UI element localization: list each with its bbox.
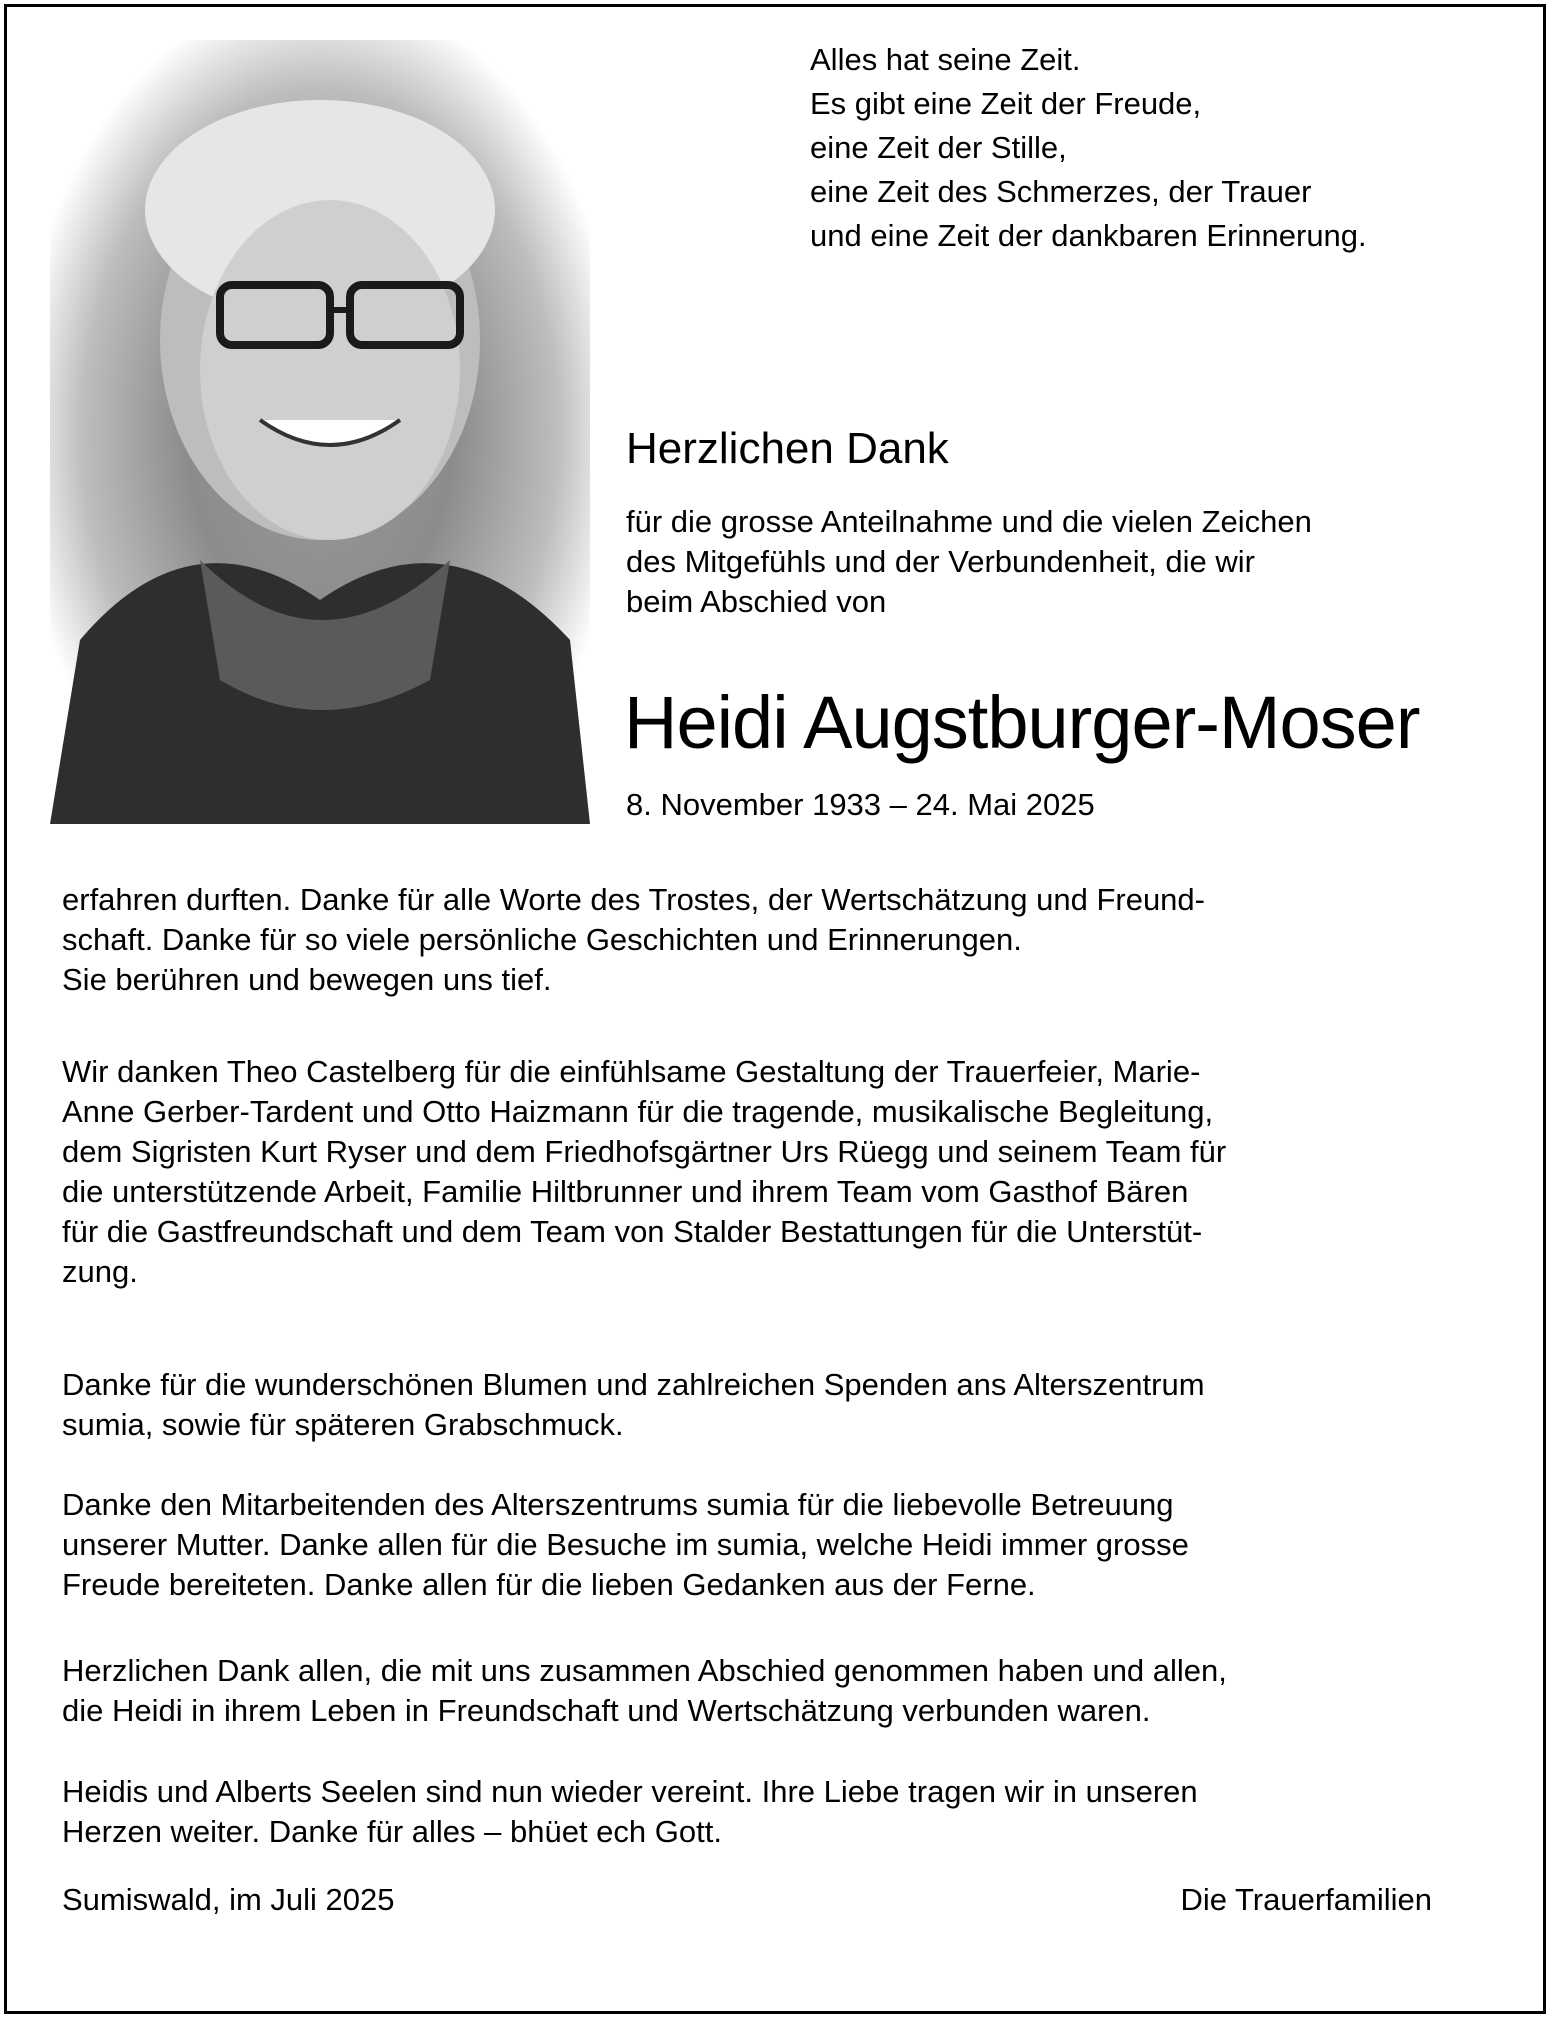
life-dates: 8. November 1933 – 24. Mai 2025 bbox=[626, 787, 1095, 822]
paragraph bbox=[62, 880, 1205, 1000]
paragraph-line: für die Gastfreundschaft und dem Team von Stalder Bestattungen für die Unterstüt- bbox=[62, 1214, 1203, 1249]
paragraph-line: Freude bereiteten. Danke allen für die lieben Gedanken aus der Ferne. bbox=[62, 1567, 1036, 1602]
paragraph-line: die Heidi in ihrem Leben in Freundschaft und Wertschätzung verbunden waren. bbox=[62, 1693, 1151, 1728]
paragraph-line: Heidis und Alberts Seelen sind nun wieder vereint. Ihre Liebe tragen wir in unseren bbox=[62, 1774, 1198, 1809]
paragraph-line: erfahren durften. Danke für alle Worte des Trostes, der Wertschätzung und Freund- bbox=[62, 882, 1205, 917]
intro-line: des Mitgefühls und der Verbundenheit, die wir bbox=[626, 544, 1256, 579]
paragraph-line: zung. bbox=[62, 1254, 138, 1289]
paragraph-line: sumia, sowie für späteren Grabschmuck. bbox=[62, 1407, 624, 1442]
verse-line: Es gibt eine Zeit der Freude, bbox=[810, 86, 1202, 121]
intro-line: beim Abschied von bbox=[626, 584, 887, 619]
paragraph bbox=[62, 1651, 1227, 1731]
paragraph-line: Danke den Mitarbeitenden des Alterszentrums sumia für die liebevolle Betreuung bbox=[62, 1487, 1174, 1522]
verse-line: eine Zeit des Schmerzes, der Trauer bbox=[810, 174, 1312, 209]
intro-text bbox=[626, 502, 1312, 622]
paragraph-line: Sie berühren und bewegen uns tief. bbox=[62, 962, 552, 997]
verse-line: eine Zeit der Stille, bbox=[810, 130, 1067, 165]
verse-line: Alles hat seine Zeit. bbox=[810, 42, 1081, 77]
paragraph-line: dem Sigristen Kurt Ryser und dem Friedhofsgärtner Urs Rüegg und seinem Team für bbox=[62, 1134, 1227, 1169]
paragraph-line: schaft. Danke für so viele persönliche Geschichten und Erinnerungen. bbox=[62, 922, 1022, 957]
paragraph-line: Anne Gerber-Tardent und Otto Haizmann für die tragende, musikalische Begleitung, bbox=[62, 1094, 1214, 1129]
paragraph bbox=[62, 1052, 1226, 1292]
paragraph-line: Wir danken Theo Castelberg für die einfühlsame Gestaltung der Trauerfeier, Marie- bbox=[62, 1054, 1201, 1089]
paragraph bbox=[62, 1365, 1205, 1445]
deceased-name: Heidi Augstburger-Moser bbox=[624, 681, 1420, 764]
paragraph bbox=[62, 1485, 1189, 1605]
portrait-photo bbox=[50, 40, 590, 824]
paragraph bbox=[62, 1772, 1198, 1852]
signature: Die Trauerfamilien bbox=[1180, 1882, 1432, 1917]
intro-line: für die grosse Anteilnahme und die vielen Zeichen bbox=[626, 504, 1312, 539]
verse bbox=[810, 38, 1367, 258]
paragraph-line: Danke für die wunderschönen Blumen und zahlreichen Spenden ans Alterszentrum bbox=[62, 1367, 1205, 1402]
paragraph-line: unserer Mutter. Danke allen für die Besuche im sumia, welche Heidi immer grosse bbox=[62, 1527, 1189, 1562]
paragraph-line: Herzlichen Dank allen, die mit uns zusammen Abschied genommen haben und allen, bbox=[62, 1653, 1227, 1688]
portrait-illustration bbox=[50, 40, 590, 824]
place-date: Sumiswald, im Juli 2025 bbox=[62, 1882, 395, 1917]
paragraph-line: die unterstützende Arbeit, Familie Hiltbrunner und ihrem Team vom Gasthof Bären bbox=[62, 1174, 1189, 1209]
verse-line: und eine Zeit der dankbaren Erinnerung. bbox=[810, 218, 1367, 253]
thanks-heading: Herzlichen Dank bbox=[626, 424, 949, 473]
paragraph-line: Herzen weiter. Danke für alles – bhüet ech Gott. bbox=[62, 1814, 722, 1849]
